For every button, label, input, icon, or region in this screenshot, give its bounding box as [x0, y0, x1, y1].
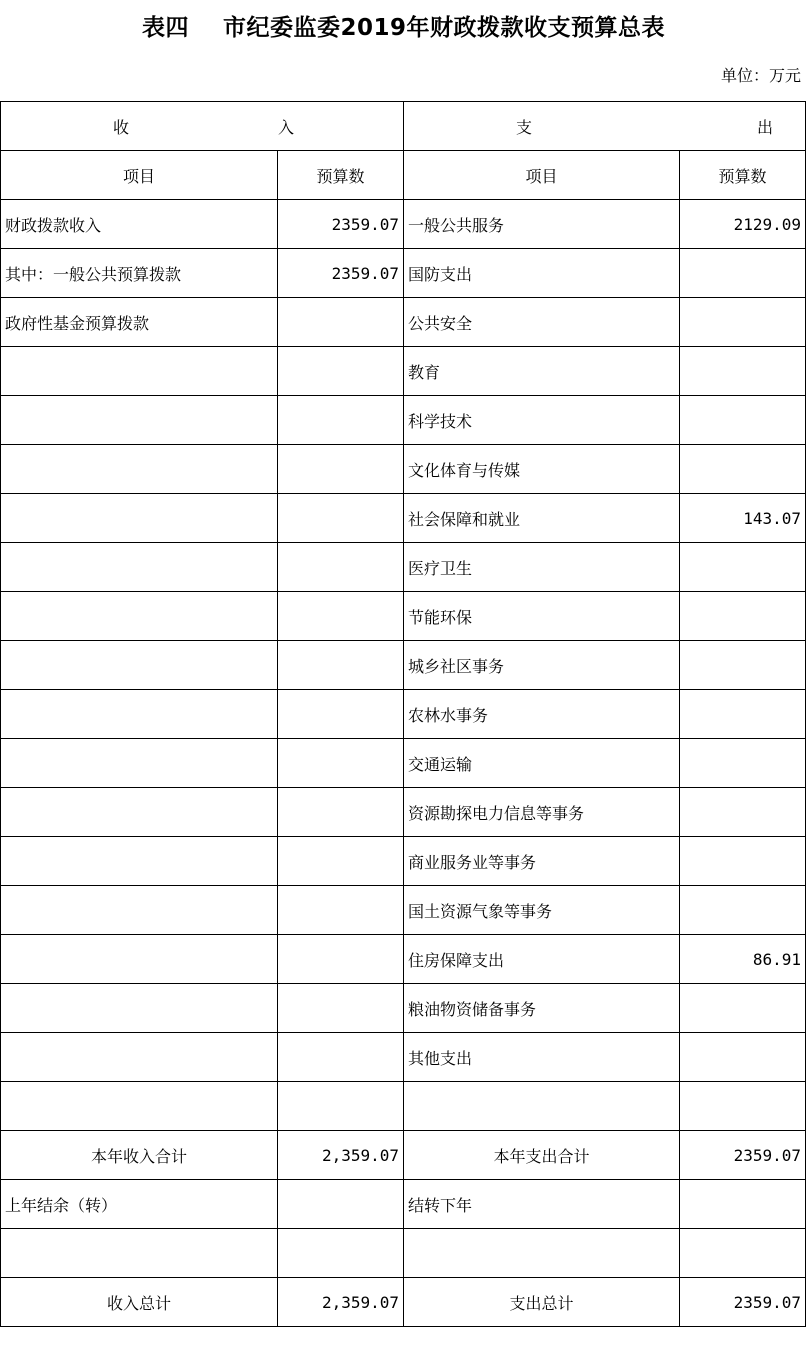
- expense-value-cell: [680, 249, 806, 298]
- expense-value-cell: [680, 641, 806, 690]
- expense-value-cell: [680, 1033, 806, 1082]
- income-value-cell: [278, 494, 404, 543]
- expense-item-cell: 节能环保: [404, 592, 680, 641]
- income-value-cell: [278, 1082, 404, 1131]
- table-row: [1, 543, 806, 592]
- expense-value-cell: [680, 788, 806, 837]
- income-item-cell: [1, 739, 278, 788]
- expense-item-cell: 粮油物资储备事务: [404, 984, 680, 1033]
- expense-value-cell: [680, 298, 806, 347]
- income-value-cell: [278, 396, 404, 445]
- income-value-cell: [278, 298, 404, 347]
- table-row: [1, 690, 806, 739]
- expense-budget-header: 预算数: [680, 151, 806, 200]
- income-value-cell: [278, 1229, 404, 1278]
- income-item-cell: 其中：一般公共预算拨款: [1, 249, 278, 298]
- income-total-label: 收入总计: [1, 1278, 278, 1327]
- table-row: [1, 641, 806, 690]
- expense-item-cell: [404, 1082, 680, 1131]
- expense-value-cell: 86.91: [680, 935, 806, 984]
- expense-value-cell: [680, 543, 806, 592]
- table-row: [1, 739, 806, 788]
- table-row: [1, 592, 806, 641]
- section-header-row: [1, 102, 806, 151]
- income-item-cell: 财政拨款收入: [1, 200, 278, 249]
- expense-item-cell: 公共安全: [404, 298, 680, 347]
- income-value-cell: [278, 1180, 404, 1229]
- income-value-cell: 2359.07: [278, 200, 404, 249]
- expense-item-cell: [404, 1229, 680, 1278]
- expense-value-cell: [680, 984, 806, 1033]
- income-item-cell: [1, 886, 278, 935]
- income-subtotal-label: 本年收入合计: [1, 1131, 278, 1180]
- expense-header-char: 支: [516, 117, 533, 137]
- income-item-cell: [1, 592, 278, 641]
- income-value-cell: [278, 347, 404, 396]
- income-item-cell: [1, 543, 278, 592]
- expense-value-cell: [680, 739, 806, 788]
- expense-value-cell: [680, 837, 806, 886]
- expense-item-header: 项目: [404, 151, 680, 200]
- table-row: [1, 1033, 806, 1082]
- expense-item-cell: 一般公共服务: [404, 200, 680, 249]
- income-item-cell: [1, 494, 278, 543]
- expense-subtotal-value: 2359.07: [680, 1131, 806, 1180]
- income-value-cell: [278, 543, 404, 592]
- table-row: [1, 935, 806, 984]
- income-subtotal-value: 2,359.07: [278, 1131, 404, 1180]
- expense-subtotal-label: 本年支出合计: [404, 1131, 680, 1180]
- table-row: [1, 788, 806, 837]
- income-total-value: 2,359.07: [278, 1278, 404, 1327]
- table-title: 表四 市纪委监委2019年财政拨款收支预算总表: [141, 15, 666, 41]
- table-row: [1, 200, 806, 249]
- income-item-cell: [1, 1229, 278, 1278]
- expense-value-cell: [680, 592, 806, 641]
- expense-item-cell: 结转下年: [404, 1180, 680, 1229]
- income-item-cell: [1, 347, 278, 396]
- income-item-cell: [1, 445, 278, 494]
- income-value-cell: [278, 592, 404, 641]
- expense-item-cell: 科学技术: [404, 396, 680, 445]
- expense-total-label: 支出总计: [404, 1278, 680, 1327]
- income-value-cell: [278, 690, 404, 739]
- income-item-cell: 上年结余（转）: [1, 1180, 278, 1229]
- income-budget-header: 预算数: [278, 151, 404, 200]
- income-section-header: [1, 102, 404, 151]
- expense-item-cell: 城乡社区事务: [404, 641, 680, 690]
- table-row: [1, 249, 806, 298]
- expense-item-cell: 文化体育与传媒: [404, 445, 680, 494]
- income-value-cell: [278, 641, 404, 690]
- income-value-cell: [278, 1033, 404, 1082]
- expense-value-cell: [680, 886, 806, 935]
- expense-item-cell: 医疗卫生: [404, 543, 680, 592]
- income-item-cell: [1, 837, 278, 886]
- expense-item-cell: 农林水事务: [404, 690, 680, 739]
- expense-value-cell: 143.07: [680, 494, 806, 543]
- income-item-cell: [1, 788, 278, 837]
- table-row: [1, 347, 806, 396]
- table-row: [1, 1229, 806, 1278]
- table-row: [1, 837, 806, 886]
- expense-value-cell: [680, 1180, 806, 1229]
- expense-value-cell: [680, 445, 806, 494]
- income-header-char: 入: [277, 117, 294, 137]
- expense-item-cell: 国土资源气象等事务: [404, 886, 680, 935]
- total-row: [1, 1278, 806, 1327]
- income-item-cell: [1, 984, 278, 1033]
- expense-value-cell: [680, 1082, 806, 1131]
- income-value-cell: [278, 984, 404, 1033]
- column-header-row: [1, 151, 806, 200]
- income-value-cell: [278, 739, 404, 788]
- expense-item-cell: 资源勘探电力信息等事务: [404, 788, 680, 837]
- income-item-cell: [1, 1033, 278, 1082]
- table-row: [1, 984, 806, 1033]
- income-item-cell: [1, 1082, 278, 1131]
- unit-label: 单位：万元: [720, 66, 801, 85]
- income-item-cell: 政府性基金预算拨款: [1, 298, 278, 347]
- table-row: [1, 494, 806, 543]
- expense-item-cell: 国防支出: [404, 249, 680, 298]
- expense-total-value: 2359.07: [680, 1278, 806, 1327]
- income-item-cell: [1, 641, 278, 690]
- income-value-cell: 2359.07: [278, 249, 404, 298]
- income-value-cell: [278, 837, 404, 886]
- expense-value-cell: [680, 347, 806, 396]
- expense-header-char: 出: [756, 117, 773, 137]
- income-value-cell: [278, 445, 404, 494]
- table-row: [1, 886, 806, 935]
- expense-value-cell: [680, 396, 806, 445]
- income-item-cell: [1, 690, 278, 739]
- expense-item-cell: 商业服务业等事务: [404, 837, 680, 886]
- income-value-cell: [278, 886, 404, 935]
- income-value-cell: [278, 935, 404, 984]
- expense-item-cell: 教育: [404, 347, 680, 396]
- income-header-char: 收: [113, 117, 130, 137]
- table-row: [1, 396, 806, 445]
- expense-value-cell: 2129.09: [680, 200, 806, 249]
- budget-table: [0, 101, 806, 1327]
- expense-item-cell: 其他支出: [404, 1033, 680, 1082]
- table-row: [1, 445, 806, 494]
- table-row: [1, 298, 806, 347]
- income-item-cell: [1, 396, 278, 445]
- expense-item-cell: 交通运输: [404, 739, 680, 788]
- income-item-cell: [1, 935, 278, 984]
- expense-item-cell: 住房保障支出: [404, 935, 680, 984]
- expense-value-cell: [680, 690, 806, 739]
- income-item-header: 项目: [1, 151, 278, 200]
- expense-value-cell: [680, 1229, 806, 1278]
- table-row: [1, 1082, 806, 1131]
- table-row: [1, 1180, 806, 1229]
- expense-section-header: [404, 102, 806, 151]
- income-value-cell: [278, 788, 404, 837]
- subtotal-row: [1, 1131, 806, 1180]
- expense-item-cell: 社会保障和就业: [404, 494, 680, 543]
